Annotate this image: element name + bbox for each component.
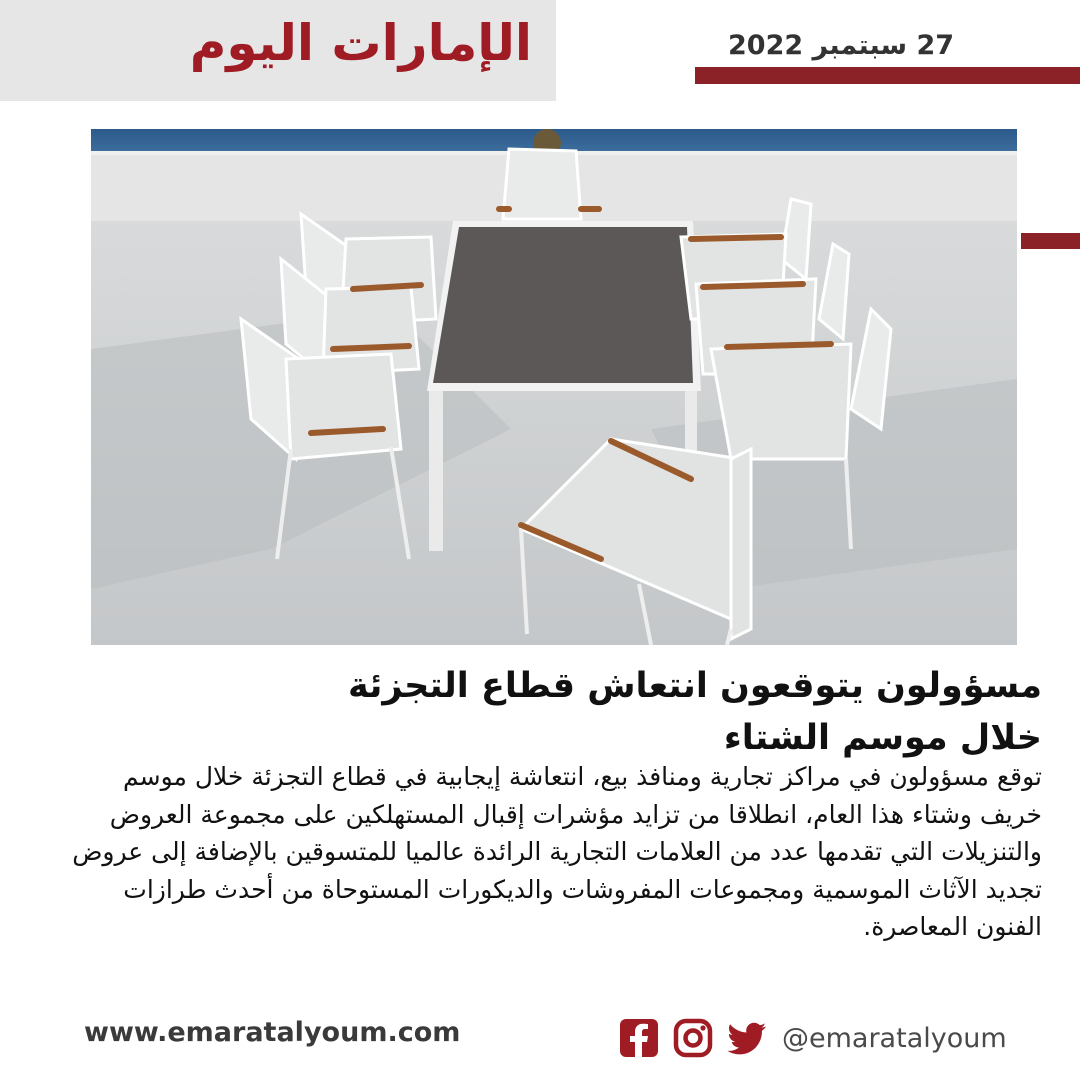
date-divider-bar [695, 67, 1080, 84]
headline-line-1: مسؤولون يتوقعون انتعاش قطاع التجزئة [347, 666, 1042, 706]
facebook-icon[interactable] [618, 1017, 660, 1059]
social-handle[interactable]: @emaratalyoum [782, 1022, 1007, 1054]
logo: الإمارات اليوم [189, 14, 532, 72]
article-headline [60, 660, 1042, 764]
headline-line-2: خلال موسم الشتاء [723, 718, 1042, 758]
publish-date: 27 سبتمبر 2022 [728, 30, 955, 61]
social-bar [618, 1016, 1007, 1060]
website-link[interactable]: www.emaratalyoum.com [84, 1017, 461, 1048]
article-photo [91, 129, 1017, 645]
instagram-icon[interactable] [672, 1017, 714, 1059]
twitter-icon[interactable] [726, 1017, 768, 1059]
side-accent-bar [1021, 233, 1080, 249]
logo-box [0, 0, 556, 101]
article-body: توقع مسؤولون في مراكز تجارية ومنافذ بيع، انتعاشة إيجابية في قطاع التجزئة خلال موسم خريف وشتاء هذا العام، انطلاقا من تزايد مؤشرات إقبال المستهلكين على مجموعة العروض والتنزيلات التي تقدمها عدد من العلامات التجارية الرائدة عالميا للمتسوقين بالإضافة إلى عروض تجديد الآثاث الموسمية ومجموعات المفروشات والديكورات المستوحاة من أحدث طرازات الفنون المعاصرة. [72, 762, 1042, 941]
